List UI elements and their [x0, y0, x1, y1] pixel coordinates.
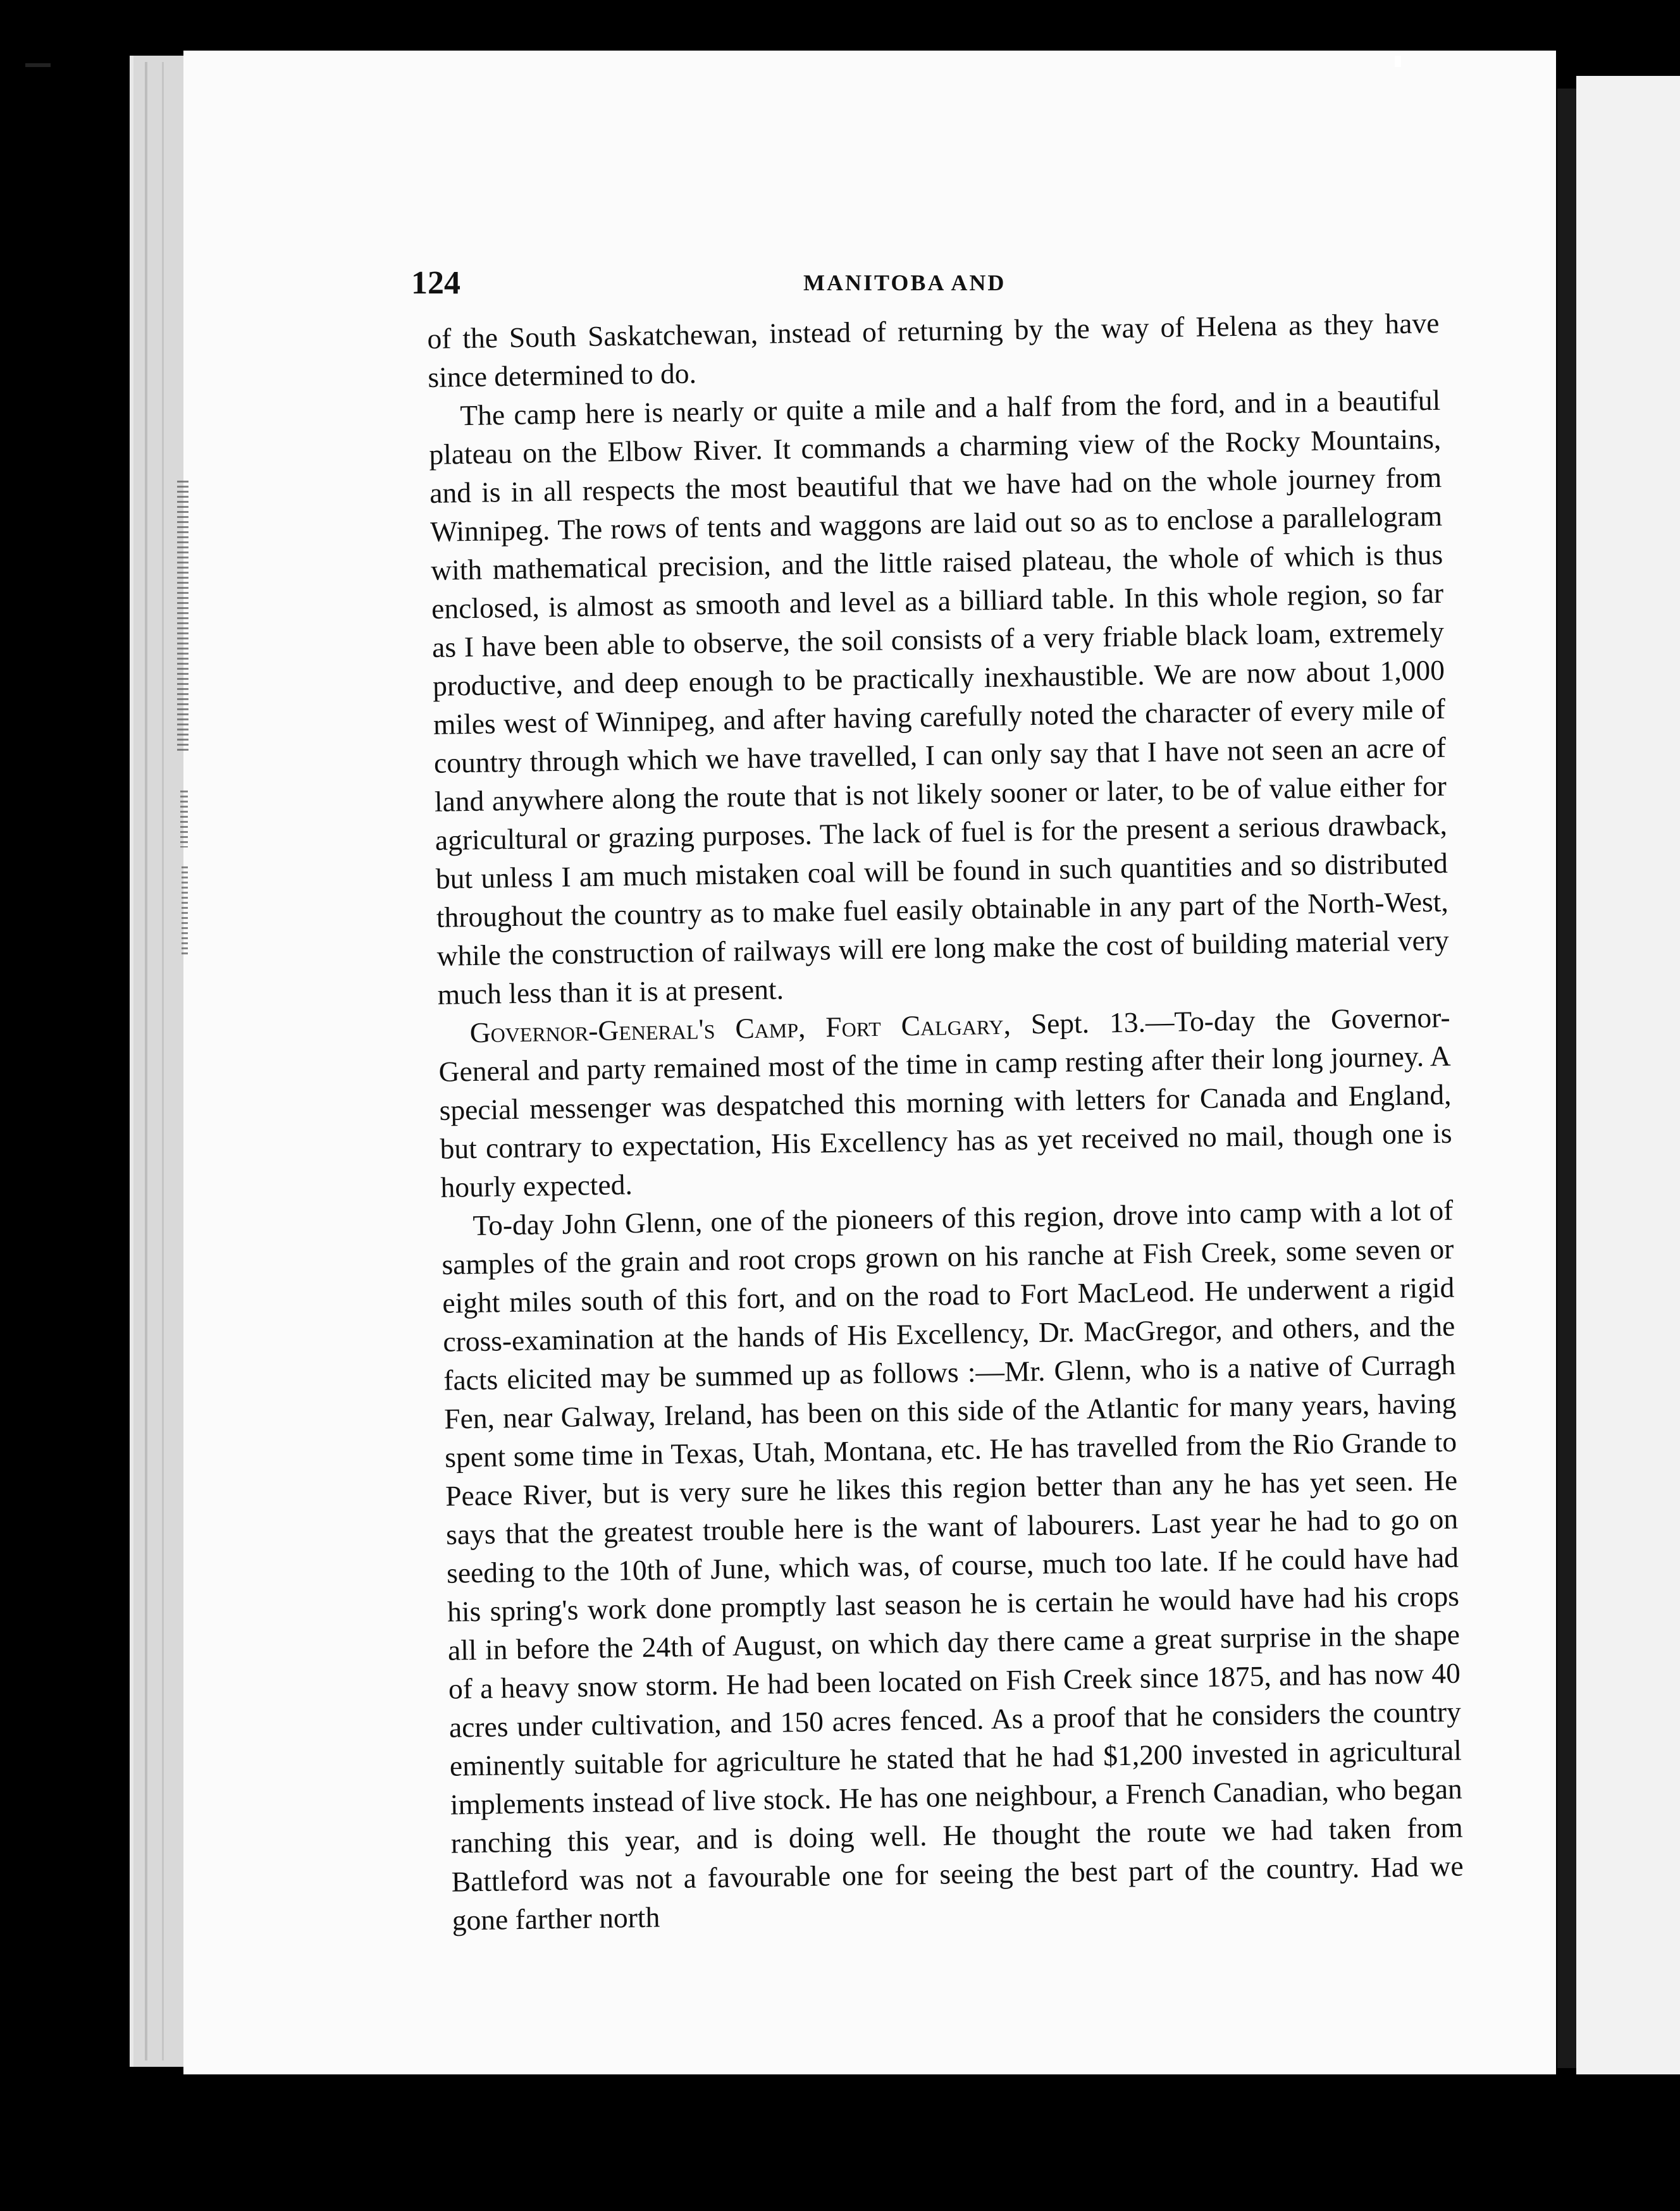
scan-speck — [25, 63, 51, 67]
book-page-edges — [130, 56, 190, 2067]
paragraph: To-day John Glenn, one of the pioneers of this region, drove into camp with a lot of samples of the grain and root crops grown on his ranche at Fish Creek, some seven or eight miles south of this fort, and on the road to Fort MacLeod. He underwent a rigid cross-examination at the hands of His Excellency, Dr. MacGregor, and others, and the facts elicited may be summed up as follows :—Mr. Glenn, who is a native of Curragh Fen, near Galway, Ireland, has been on this side of the Atlantic for many years, having spent some time in Texas, Utah, Montana, etc. He has travelled from the Rio Grande to Peace River, but is very sure he likes this region better than any he has yet seen. He says that the greatest trouble here is the want of labourers. Last year he had to go on seeding to the 10th of June, which was, of course, much too late. If he could have had his spring's work done promptly last season he is certain he would have had his crops all in before the 24th of August, on which day there came a great surprise in the shape of a heavy snow storm. He had been located on Fish Creek since 1875, and has now 40 acres under cultivation, and 150 acres fenced. As a proof that he considers the country eminently suitable for agriculture he stated that he had $1,200 invested in agricultural implements instead of live stock. He has one neighbour, a French Canadian, who began ranching this year, and is doing well. He thought the route we had taken from Battleford was not a favourable one for seeing the best part of the country. Had we gone farther north — [442, 1193, 1464, 1937]
paragraph: of the South Saskatchewan, instead of returning by the way of Helena as they have since determined to do. — [427, 306, 1440, 393]
body-text — [427, 304, 1464, 1940]
margin-marks — [142, 436, 250, 1006]
running-title: MANITOBA AND — [803, 270, 1006, 295]
page-number: 124 — [411, 265, 460, 301]
paragraph-text: Sept. 13.—To-day the Governor-General and party remained most of the time in camp resting after their long journey. A special messenger was despatched this morning with letters for Canada and England, but contrary to expectation, His Excellency has as yet received no mail, though one is hourly expected. — [438, 1001, 1452, 1204]
facing-page-edge — [1576, 76, 1680, 2074]
page-gutter-shadow — [1557, 89, 1576, 2068]
paragraph: The camp here is nearly or quite a mile and a half from the ford, and in a beautiful plateau on the Elbow River. It commands a charming view of the Rocky Mountains, and is in all respects the most beautiful that we have had on the whole journey from Winnipeg. The rows of tents and waggons are laid out so as to enclose a parallelogram with mathematical precision, and the little raised plateau, the whole of which is thus enclosed, is almost as smooth and level as a billiard table. In this whole region, so far as I have been able to observe, the soil consists of a very friable black loam, extremely productive, and deep enough to be practically inexhaustible. We are now about 1,000 miles west of Winnipeg, and after having carefully noted the character of every mile of country through which we have travelled, I can only say that I have not seen an acre of land anywhere along the route that is not likely sooner or later, to be of value either for agricultural or grazing purposes. The lack of fuel is for the present a serious drawback, but unless I am much mistaken coal will be found in such quantities and so distributed throughout the country as to make fuel easily obtainable in any part of the North-West, while the construction of railways will ere long make the cost of building material very much less than it is at present. — [428, 383, 1450, 1011]
dateline-heading: Governor-General's Camp, Fort Calgary, — [469, 1007, 1011, 1049]
scan-speck — [1395, 56, 1401, 67]
paragraph — [438, 998, 1453, 1207]
running-head — [411, 264, 1423, 302]
